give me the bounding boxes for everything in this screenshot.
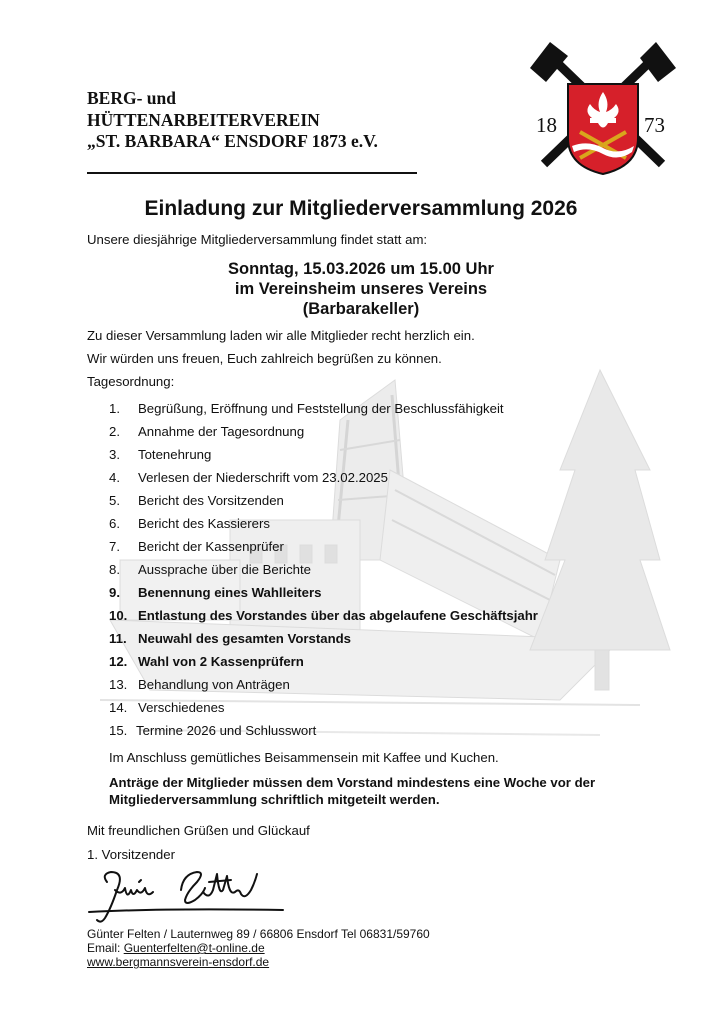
agenda-item xyxy=(109,585,321,600)
agenda-item-text: Totenehrung xyxy=(138,447,212,462)
footer-address: Günter Felten / Lauternweg 89 / 66806 Ensdorf Tel 06831/59760 xyxy=(87,927,430,941)
agenda-item-text: Behandlung von Anträgen xyxy=(138,677,290,692)
closing-greeting: Mit freundlichen Grüßen und Glückauf xyxy=(87,823,310,838)
agenda-item xyxy=(109,539,284,554)
agenda-item-text: Aussprache über die Berichte xyxy=(138,562,312,577)
agenda-item-number: 3. xyxy=(109,447,120,462)
social-note: Im Anschluss gemütliches Beisammensein mit Kaffee und Kuchen. xyxy=(109,750,499,765)
motions-note-line-2: Mitgliederversammlung schriftlich mitgeteilt werden. xyxy=(109,792,440,807)
agenda-item xyxy=(109,516,270,531)
org-line-1: BERG- und xyxy=(87,88,176,108)
agenda-item xyxy=(109,654,304,669)
website-link[interactable]: www.bergmannsverein-ensdorf.de xyxy=(87,955,270,969)
agenda-item-number: 12. xyxy=(109,654,128,669)
signer-role: 1. Vorsitzender xyxy=(87,847,175,862)
agenda-item xyxy=(109,677,290,692)
agenda-item-text: Begrüßung, Eröffnung und Feststellung der Beschlussfähigkeit xyxy=(138,401,504,416)
motions-note-line-1: Anträge der Mitglieder müssen dem Vorstand mindestens eine Woche vor der xyxy=(109,775,596,790)
agenda-item xyxy=(109,493,284,508)
agenda-item-number: 7. xyxy=(109,539,120,554)
agenda-item xyxy=(109,562,311,577)
event-date: Sonntag, 15.03.2026 um 15.00 Uhr xyxy=(228,260,494,278)
agenda-item-text: Annahme der Tagesordnung xyxy=(138,424,305,439)
agenda-item-text: Bericht des Vorsitzenden xyxy=(138,493,284,508)
agenda-item-text: Neuwahl des gesamten Vorstands xyxy=(138,631,352,646)
agenda-item xyxy=(109,424,304,439)
page-title: Einladung zur Mitgliederversammlung 2026 xyxy=(144,197,578,220)
shield-icon xyxy=(568,84,638,174)
agenda-item-number: 5. xyxy=(109,493,120,508)
agenda-item-text: Bericht der Kassenprüfer xyxy=(138,539,284,554)
agenda-item-text: Verschiedenes xyxy=(138,700,225,715)
header-rule xyxy=(87,172,417,174)
agenda-item-text: Verlesen der Niederschrift vom 23.02.2025 xyxy=(138,470,388,485)
motions-note xyxy=(109,774,595,808)
agenda-item-number: 9. xyxy=(109,585,120,600)
agenda-item-number: 1. xyxy=(109,401,120,416)
agenda-item-text: Wahl von 2 Kassenprüfern xyxy=(138,654,304,669)
agenda-item xyxy=(109,700,225,715)
agenda-item-number: 2. xyxy=(109,424,120,439)
agenda-item xyxy=(109,631,351,646)
org-line-2: HÜTTENARBEITERVEREIN xyxy=(87,109,320,130)
agenda-item-number: 11. xyxy=(109,631,127,646)
agenda-item-text: Termine 2026 und Schlusswort xyxy=(136,723,317,738)
agenda-item xyxy=(109,723,316,738)
agenda-item-number: 4. xyxy=(109,470,120,485)
event-details xyxy=(0,259,722,319)
year-right: 73 xyxy=(644,113,665,137)
club-crest-logo xyxy=(528,40,678,178)
year-left: 18 xyxy=(536,113,557,137)
welcome-text: Wir würden uns freuen, Euch zahlreich begrüßen zu können. xyxy=(87,351,442,366)
invitation-text: Zu dieser Versammlung laden wir alle Mitglieder recht herzlich ein. xyxy=(87,328,475,343)
agenda-item-text: Bericht des Kassierers xyxy=(138,516,270,531)
agenda-item-number: 14. xyxy=(109,700,128,715)
handwritten-signature xyxy=(85,860,295,930)
event-location: im Vereinsheim unseres Vereins xyxy=(234,280,488,298)
org-line-3: „ST. BARBARA“ ENSDORF 1873 e.V. xyxy=(87,131,378,151)
organization-name xyxy=(87,88,378,153)
agenda-item xyxy=(109,608,538,623)
agenda-item-number: 13. xyxy=(109,677,128,692)
agenda-item-text: Entlastung des Vorstandes über das abgelaufene Geschäftsjahr xyxy=(138,608,538,623)
email-label: Email: xyxy=(87,941,124,955)
agenda-item-number: 15. xyxy=(109,723,128,738)
intro-text: Unsere diesjährige Mitgliederversammlung findet statt am: xyxy=(87,232,428,247)
agenda-item xyxy=(109,470,388,485)
agenda-item-number: 10. xyxy=(109,608,128,623)
agenda-item-number: 6. xyxy=(109,516,120,531)
agenda-item-text: Benennung eines Wahlleiters xyxy=(138,585,322,600)
agenda-item xyxy=(109,447,211,462)
email-link[interactable]: Guenterfelten@t-online.de xyxy=(123,941,265,955)
agenda-item xyxy=(109,401,504,416)
footer-email-line xyxy=(87,941,265,955)
agenda-heading: Tagesordnung: xyxy=(87,374,175,389)
agenda-item-number: 8. xyxy=(109,562,120,577)
event-venue: (Barbarakeller) xyxy=(302,300,420,318)
